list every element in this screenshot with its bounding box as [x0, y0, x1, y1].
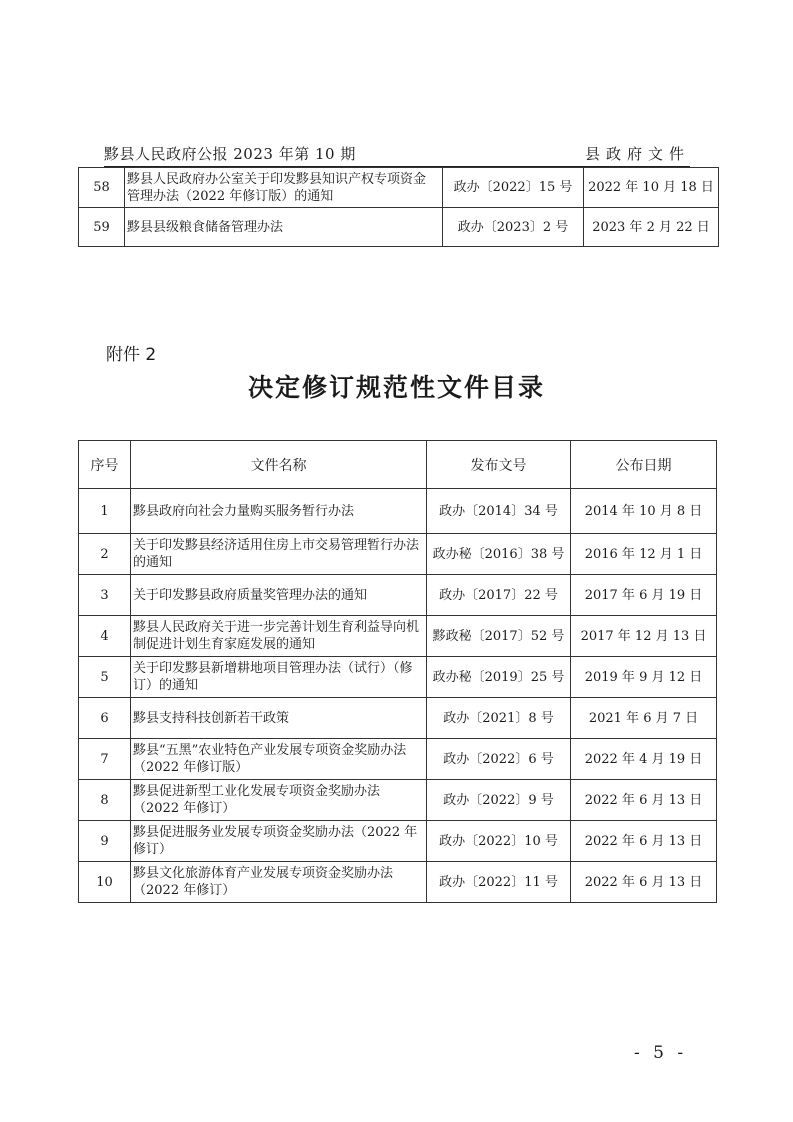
publish-date: 2023 年 2 月 22 日: [584, 208, 719, 247]
row-number: 9: [79, 821, 131, 862]
document-number: 政办〔2022〕9 号: [427, 780, 571, 821]
table-row: [79, 575, 717, 616]
publish-date: 2017 年 6 月 19 日: [571, 575, 717, 616]
column-header-date: 公布日期: [571, 441, 717, 489]
column-header-doc-number: 发布文号: [427, 441, 571, 489]
table-row: [79, 698, 717, 739]
header-section: 县政府文件: [584, 145, 690, 163]
document-title: 黟县促进服务业发展专项资金奖励办法（2022 年修订）: [131, 821, 427, 862]
row-number: 7: [79, 739, 131, 780]
document-number: 政办〔2022〕6 号: [427, 739, 571, 780]
document-number: 政办〔2022〕15 号: [443, 168, 584, 208]
table-row: [79, 534, 717, 575]
document-number: 政办〔2023〕2 号: [443, 208, 584, 247]
publish-date: 2022 年 6 月 13 日: [571, 780, 717, 821]
table-row: [79, 489, 717, 534]
row-number: 10: [79, 862, 131, 903]
table-row: [79, 780, 717, 821]
page-title: 决定修订规范性文件目录: [247, 373, 545, 402]
publish-date: 2021 年 6 月 7 日: [571, 698, 717, 739]
document-title: 黟县县级粮食储备管理办法: [125, 208, 443, 247]
document-title: 关于印发黟县经济适用住房上市交易管理暂行办法的通知: [131, 534, 427, 575]
document-number: 政办秘〔2019〕25 号: [427, 657, 571, 698]
column-header-title: 文件名称: [131, 441, 427, 489]
document-number: 政办〔2021〕8 号: [427, 698, 571, 739]
row-number: 3: [79, 575, 131, 616]
table-row: [79, 168, 719, 208]
publish-date: 2022 年 10 月 18 日: [584, 168, 719, 208]
table-row: [79, 739, 717, 780]
table-header-row: [79, 441, 717, 489]
document-number: 政办〔2014〕34 号: [427, 489, 571, 534]
revision-document-table: [78, 440, 717, 903]
document-number: 政办〔2017〕22 号: [427, 575, 571, 616]
row-number: 8: [79, 780, 131, 821]
table-row: [79, 821, 717, 862]
row-number: 6: [79, 698, 131, 739]
document-number: 黟政秘〔2017〕52 号: [427, 616, 571, 657]
document-number: 政办〔2022〕10 号: [427, 821, 571, 862]
header-publication: 黟县人民政府公报 2023 年第 10 期: [104, 145, 356, 163]
publish-date: 2016 年 12 月 1 日: [571, 534, 717, 575]
page-number: - 5 -: [634, 1043, 688, 1063]
publish-date: 2022 年 6 月 13 日: [571, 862, 717, 903]
document-title: 黟县“五黑”农业特色产业发展专项资金奖励办法（2022 年修订版）: [131, 739, 427, 780]
running-header: [104, 140, 690, 166]
document-title: 黟县人民政府办公室关于印发黟县知识产权专项资金管理办法（2022 年修订版）的通知: [125, 168, 443, 208]
document-title: 关于印发黟县政府质量奖管理办法的通知: [131, 575, 427, 616]
publish-date: 2017 年 12 月 13 日: [571, 616, 717, 657]
table-row: [79, 862, 717, 903]
document-title: 黟县文化旅游体育产业发展专项资金奖励办法（2022 年修订）: [131, 862, 427, 903]
document-title: 黟县政府向社会力量购买服务暂行办法: [131, 489, 427, 534]
document-number: 政办〔2022〕11 号: [427, 862, 571, 903]
table-row: [79, 657, 717, 698]
column-header-number: 序号: [79, 441, 131, 489]
attachment-label: 附件 2: [106, 345, 157, 365]
publish-date: 2014 年 10 月 8 日: [571, 489, 717, 534]
row-number: 5: [79, 657, 131, 698]
row-number: 1: [79, 489, 131, 534]
document-title: 关于印发黟县新增耕地项目管理办法（试行）（修订）的通知: [131, 657, 427, 698]
row-number: 4: [79, 616, 131, 657]
row-number: 58: [79, 168, 125, 208]
document-title: 黟县促进新型工业化发展专项资金奖励办法（2022 年修订）: [131, 780, 427, 821]
row-number: 2: [79, 534, 131, 575]
document-number: 政办秘〔2016〕38 号: [427, 534, 571, 575]
publish-date: 2022 年 4 月 19 日: [571, 739, 717, 780]
continued-document-table: [78, 167, 719, 247]
document-title: 黟县支持科技创新若干政策: [131, 698, 427, 739]
document-title: 黟县人民政府关于进一步完善计划生育利益导向机制促进计划生育家庭发展的通知: [131, 616, 427, 657]
row-number: 59: [79, 208, 125, 247]
table-row: [79, 208, 719, 247]
publish-date: 2019 年 9 月 12 日: [571, 657, 717, 698]
table-row: [79, 616, 717, 657]
publish-date: 2022 年 6 月 13 日: [571, 821, 717, 862]
